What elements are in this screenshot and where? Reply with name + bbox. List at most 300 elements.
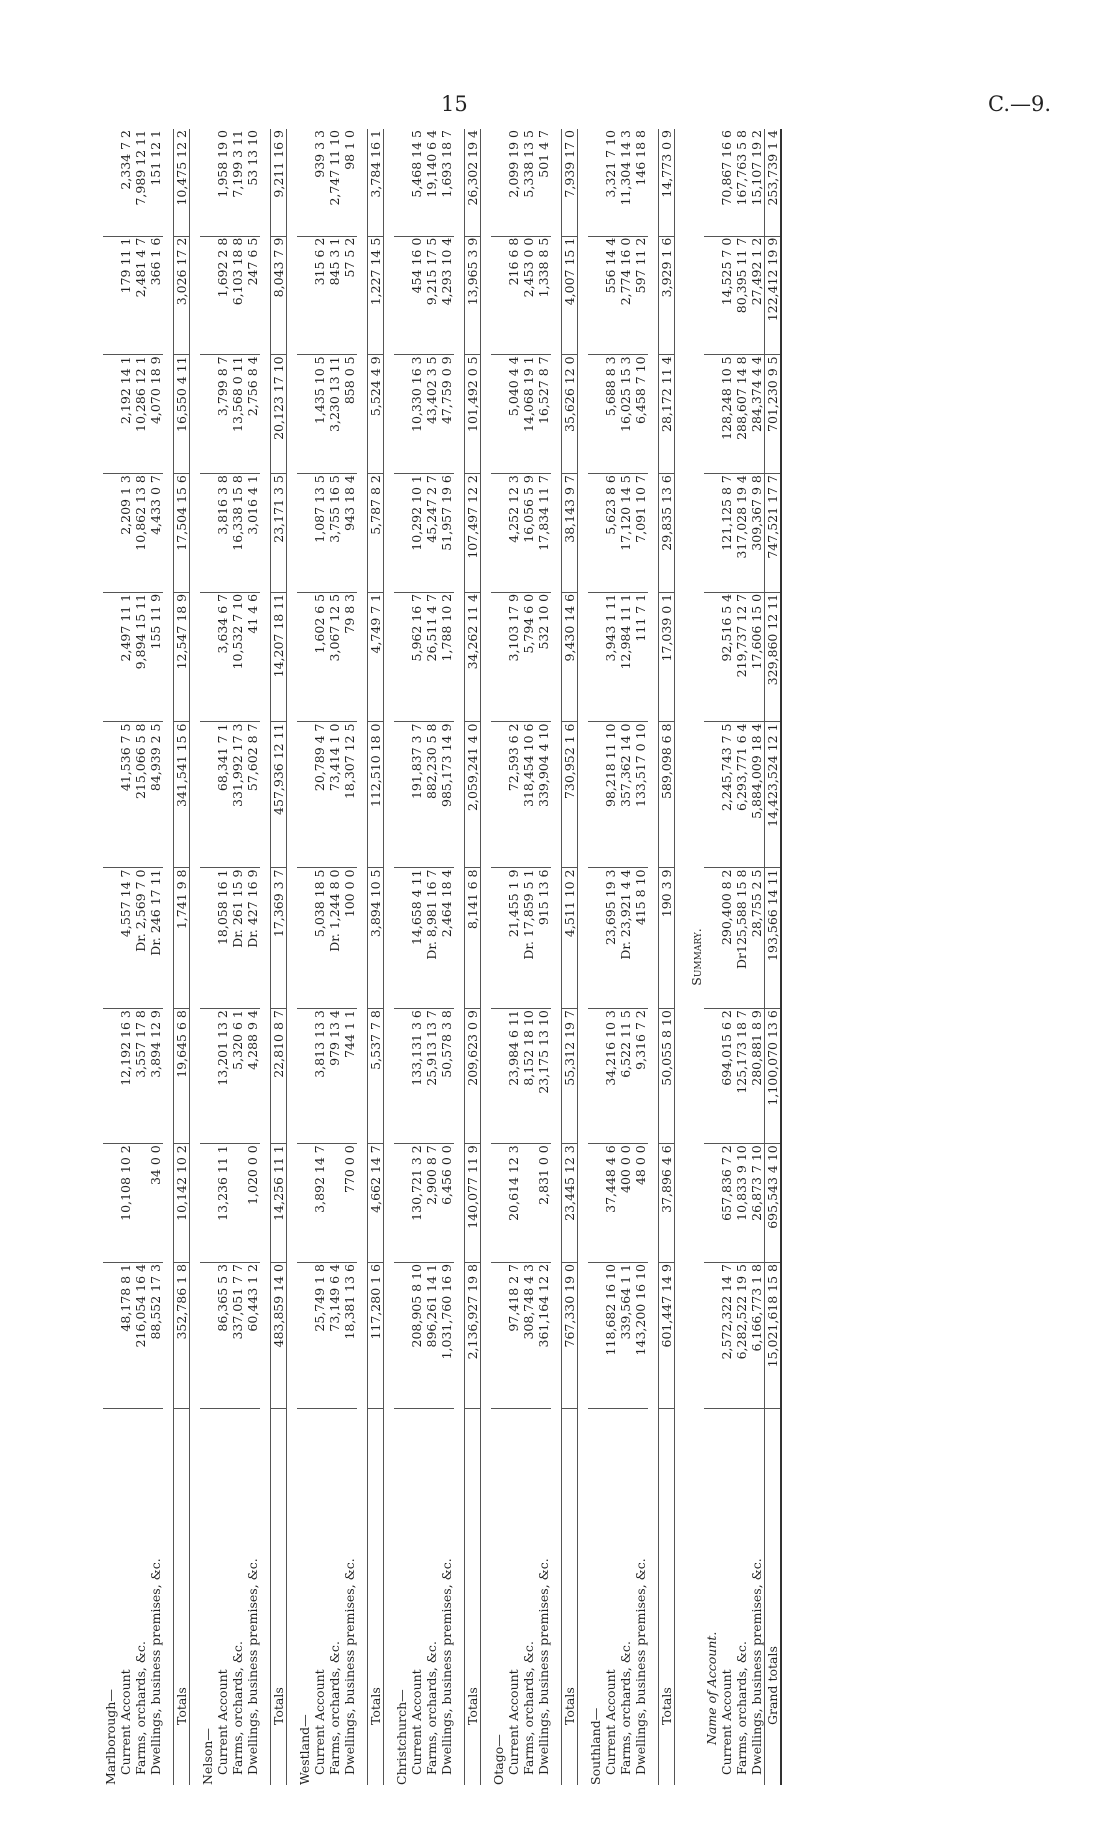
blank-cell <box>491 592 506 722</box>
value-cell: 1,100,070 13 6 <box>765 1009 782 1144</box>
value-cell: 1,693 18 7 <box>439 129 454 236</box>
value-cell: 25,749 1 8 <box>312 1262 327 1408</box>
blank-cell <box>297 1262 312 1408</box>
summary-heading <box>685 129 704 1785</box>
blank-cell <box>200 722 215 868</box>
value-cell: 80,395 11 7 <box>734 236 749 355</box>
value-cell: 68,341 7 1 <box>215 722 230 868</box>
value-cell: Dr. 427 16 9 <box>245 868 260 1009</box>
value-cell: 34,262 11 4 <box>465 592 481 722</box>
blank-cell <box>297 355 312 474</box>
value-cell: 9,211 16 9 <box>271 129 287 236</box>
row-label: Dwellings, business premises, &c. <box>633 1558 648 1775</box>
spacer-row <box>481 129 492 1785</box>
value-cell: 16,550 4 11 <box>174 355 190 474</box>
value-cell: 17,039 0 1 <box>659 592 675 722</box>
account-row <box>409 129 424 1785</box>
row-label: Totals <box>465 1409 481 1786</box>
summary-row <box>719 129 734 1785</box>
value-cell: 400 0 0 <box>618 1144 633 1263</box>
value-cell <box>704 722 719 868</box>
totals-row <box>465 129 481 1785</box>
value-cell: 20,123 17 10 <box>271 355 287 474</box>
value-cell: 2,136,927 19 8 <box>465 1262 481 1408</box>
row-label: Current Account <box>409 1669 424 1775</box>
row-label: Dwellings, business premises, &c. <box>439 1558 454 1775</box>
spacer-row <box>260 129 271 1785</box>
value-cell: 6,456 0 0 <box>439 1144 454 1263</box>
value-cell: Dr. 8,981 16 7 <box>424 868 439 1009</box>
value-cell: 4,007 15 1 <box>562 236 578 355</box>
value-cell: 14,525 7 0 <box>719 236 734 355</box>
value-cell: 34 0 0 <box>148 1144 163 1263</box>
value-cell: 151 12 1 <box>148 129 163 236</box>
value-cell: 7,091 10 7 <box>633 474 648 593</box>
account-row <box>424 129 439 1785</box>
blank-cell <box>200 355 215 474</box>
value-cell: 4,433 0 7 <box>148 474 163 593</box>
value-cell: 118,682 16 10 <box>603 1262 618 1408</box>
value-cell: 15,021,618 15 8 <box>765 1262 782 1408</box>
blank-cell <box>200 592 215 722</box>
value-cell: 28,755 2 5 <box>749 868 765 1009</box>
value-cell: 589,098 6 8 <box>659 722 675 868</box>
blank-cell <box>588 1144 603 1263</box>
value-cell: 16,338 15 8 <box>230 474 245 593</box>
value-cell: 4,511 10 2 <box>562 868 578 1009</box>
summary-title: Summary. <box>689 928 704 986</box>
district-heading <box>297 129 312 1785</box>
value-cell: 10,862 13 8 <box>133 474 148 593</box>
row-label: Totals <box>271 1409 287 1786</box>
value-cell: 3,067 12 5 <box>327 592 342 722</box>
value-cell: 10,330 16 3 <box>409 355 424 474</box>
value-cell: 5,338 13 5 <box>521 129 536 236</box>
blank-cell <box>103 355 118 474</box>
page-number: 15 <box>441 92 468 116</box>
value-cell: 14,256 11 1 <box>271 1144 287 1263</box>
value-cell: 5,468 14 5 <box>409 129 424 236</box>
value-cell: 4,252 12 3 <box>506 474 521 593</box>
value-cell: 9,894 15 11 <box>133 592 148 722</box>
blank-cell <box>394 1262 409 1408</box>
value-cell: 21,455 1 9 <box>506 868 521 1009</box>
value-cell: 12,984 11 1 <box>618 592 633 722</box>
row-label: Farms, orchards, &c. <box>618 1641 633 1775</box>
blank-cell <box>588 355 603 474</box>
value-cell: 143,200 16 10 <box>633 1262 648 1408</box>
value-cell: 2,334 7 2 <box>118 129 133 236</box>
value-cell: 3,634 6 7 <box>215 592 230 722</box>
value-cell: 41,536 7 5 <box>118 722 133 868</box>
spacer-row <box>454 129 465 1785</box>
value-cell: 10,475 12 2 <box>174 129 190 236</box>
value-cell: 556 14 4 <box>603 236 618 355</box>
value-cell: 117,280 1 6 <box>368 1262 384 1408</box>
row-label: Current Account <box>312 1669 327 1775</box>
value-cell: 4,288 9 4 <box>245 1009 260 1144</box>
value-cell: Dr125,588 15 8 <box>734 868 749 1009</box>
account-row <box>245 129 260 1785</box>
blank-cell <box>394 474 409 593</box>
blank-cell <box>103 592 118 722</box>
value-cell: 845 3 1 <box>327 236 342 355</box>
blank-cell <box>394 1144 409 1263</box>
value-cell: 14,423,524 12 1 <box>765 722 782 868</box>
value-cell: 3,799 8 7 <box>215 355 230 474</box>
value-cell <box>230 1144 245 1263</box>
blank-cell <box>103 868 118 1009</box>
blank-cell <box>200 868 215 1009</box>
value-cell: 16,056 5 9 <box>521 474 536 593</box>
value-cell: 315 6 2 <box>312 236 327 355</box>
value-cell: 341,541 15 6 <box>174 722 190 868</box>
totals-row <box>659 129 675 1785</box>
blank-cell <box>297 129 312 236</box>
row-label: Farms, orchards, &c. <box>424 1641 439 1775</box>
row-label: Dwellings, business premises, &c. <box>148 1558 163 1775</box>
value-cell: 2,747 11 10 <box>327 129 342 236</box>
value-cell: 694,015 6 2 <box>719 1009 734 1144</box>
value-cell: 2,756 8 4 <box>245 355 260 474</box>
value-cell: 28,172 11 4 <box>659 355 675 474</box>
value-cell: 1,692 2 8 <box>215 236 230 355</box>
value-cell: 3,016 4 1 <box>245 474 260 593</box>
value-cell: 309,367 9 8 <box>749 474 765 593</box>
blank-cell <box>491 355 506 474</box>
value-cell: 939 3 3 <box>312 129 327 236</box>
row-label: Dwellings, business premises, &c. <box>245 1558 260 1775</box>
value-cell: 290,400 8 2 <box>719 868 734 1009</box>
value-cell: 366 1 6 <box>148 236 163 355</box>
blank-cell <box>103 722 118 868</box>
value-cell: 1,958 19 0 <box>215 129 230 236</box>
value-cell: 53 13 10 <box>245 129 260 236</box>
value-cell: 155 11 9 <box>148 592 163 722</box>
value-cell: 13,201 13 2 <box>215 1009 230 1144</box>
value-cell: 979 13 4 <box>327 1009 342 1144</box>
account-row <box>230 129 245 1785</box>
value-cell: 3,894 10 5 <box>368 868 384 1009</box>
value-cell: 37,448 4 6 <box>603 1144 618 1263</box>
blank-cell <box>297 474 312 593</box>
value-cell: 5,962 16 7 <box>409 592 424 722</box>
value-cell: 747,521 17 7 <box>765 474 782 593</box>
row-label: Current Account <box>118 1669 133 1775</box>
value-cell: 86,365 5 3 <box>215 1262 230 1408</box>
value-cell: 11,304 14 3 <box>618 129 633 236</box>
value-cell: 2,453 0 0 <box>521 236 536 355</box>
value-cell: 247 6 5 <box>245 236 260 355</box>
blank-cell <box>200 129 215 236</box>
blank-cell <box>491 236 506 355</box>
value-cell: 9,316 7 2 <box>633 1009 648 1144</box>
value-cell: 657,836 7 2 <box>719 1144 734 1263</box>
district-heading <box>103 129 118 1785</box>
value-cell: 1,031,760 16 9 <box>439 1262 454 1408</box>
value-cell: 128,248 10 5 <box>719 355 734 474</box>
value-cell: 50,578 3 8 <box>439 1009 454 1144</box>
district-name: Otago— <box>491 1734 506 1785</box>
value-cell: 3,784 16 1 <box>368 129 384 236</box>
value-cell: 43,402 3 5 <box>424 355 439 474</box>
value-cell: 48,178 8 1 <box>118 1262 133 1408</box>
value-cell: 1,087 13 5 <box>312 474 327 593</box>
account-row <box>618 129 633 1785</box>
row-label: Dwellings, business premises, &c. <box>536 1558 551 1775</box>
value-cell: 2,900 8 7 <box>424 1144 439 1263</box>
value-cell: 20,614 12 3 <box>506 1144 521 1263</box>
blank-cell <box>491 868 506 1009</box>
value-cell: 23,445 12 3 <box>562 1144 578 1263</box>
blank-cell <box>394 1009 409 1144</box>
value-cell: 17,504 15 6 <box>174 474 190 593</box>
value-cell: 133,131 3 6 <box>409 1009 424 1144</box>
district-heading <box>394 129 409 1785</box>
value-cell: 17,834 11 7 <box>536 474 551 593</box>
value-cell: 5,038 18 5 <box>312 868 327 1009</box>
spacer-row <box>578 129 589 1785</box>
blank-cell <box>588 1262 603 1408</box>
value-cell: 3,755 16 5 <box>327 474 342 593</box>
value-cell: 3,813 13 3 <box>312 1009 327 1144</box>
value-cell: 27,492 1 2 <box>749 236 765 355</box>
row-label: Dwellings, business premises, &c. <box>749 1558 764 1775</box>
value-cell: 701,230 9 5 <box>765 355 782 474</box>
value-cell: 98,218 11 10 <box>603 722 618 868</box>
value-cell: 6,293,771 6 4 <box>734 722 749 868</box>
value-cell: 501 4 7 <box>536 129 551 236</box>
value-cell: 6,282,522 19 5 <box>734 1262 749 1408</box>
value-cell: 112,510 18 0 <box>368 722 384 868</box>
district-heading <box>588 129 603 1785</box>
blank-cell <box>588 868 603 1009</box>
row-label: Farms, orchards, &c. <box>734 1641 749 1775</box>
value-cell: 107,497 12 2 <box>465 474 481 593</box>
row-label: Dwellings, business premises, &c. <box>342 1558 357 1775</box>
value-cell: 111 7 1 <box>633 592 648 722</box>
value-cell: 20,789 4 7 <box>312 722 327 868</box>
value-cell: 73,149 6 4 <box>327 1262 342 1408</box>
value-cell: 208,905 8 10 <box>409 1262 424 1408</box>
value-cell: 6,522 11 5 <box>618 1009 633 1144</box>
row-label: Farms, orchards, &c. <box>133 1641 148 1775</box>
value-cell: 5,320 6 1 <box>230 1009 245 1144</box>
summary-row <box>734 129 749 1785</box>
account-row <box>215 129 230 1785</box>
blank-cell <box>200 1144 215 1263</box>
value-cell: 454 16 0 <box>409 236 424 355</box>
value-cell: Dr. 17,859 5 1 <box>521 868 536 1009</box>
value-cell: 352,786 1 8 <box>174 1262 190 1408</box>
rotated-financial-table <box>103 129 903 1785</box>
value-cell: 2,831 0 0 <box>536 1144 551 1263</box>
value-cell: 767,330 19 0 <box>562 1262 578 1408</box>
value-cell: 84,939 2 5 <box>148 722 163 868</box>
value-cell: 10,292 10 1 <box>409 474 424 593</box>
value-cell <box>327 1144 342 1263</box>
value-cell: 601,447 14 9 <box>659 1262 675 1408</box>
value-cell: 4,557 14 7 <box>118 868 133 1009</box>
value-cell: 5,794 6 0 <box>521 592 536 722</box>
value-cell: 55,312 19 7 <box>562 1009 578 1144</box>
account-row <box>521 129 536 1785</box>
value-cell: 5,537 7 8 <box>368 1009 384 1144</box>
value-cell: 97,418 2 7 <box>506 1262 521 1408</box>
value-cell: 209,623 0 9 <box>465 1009 481 1144</box>
account-row <box>536 129 551 1785</box>
blank-cell <box>297 592 312 722</box>
value-cell: 23,695 19 3 <box>603 868 618 1009</box>
value-cell: 357,362 14 0 <box>618 722 633 868</box>
value-cell <box>704 236 719 355</box>
account-row <box>506 129 521 1785</box>
totals-row <box>562 129 578 1785</box>
value-cell: 3,321 7 10 <box>603 129 618 236</box>
value-cell: 26,302 19 4 <box>465 129 481 236</box>
district-heading <box>200 129 215 1785</box>
district-name: Westland— <box>297 1714 312 1785</box>
value-cell: 7,199 3 11 <box>230 129 245 236</box>
summary-row <box>749 129 765 1785</box>
value-cell: 308,748 4 3 <box>521 1262 536 1408</box>
value-cell: 2,192 14 1 <box>118 355 133 474</box>
value-cell: 770 0 0 <box>342 1144 357 1263</box>
value-cell: 216 6 8 <box>506 236 521 355</box>
value-cell: 29,835 13 6 <box>659 474 675 593</box>
value-cell: 943 18 4 <box>342 474 357 593</box>
value-cell: 17,606 15 0 <box>749 592 765 722</box>
blank-cell <box>394 355 409 474</box>
value-cell: 23,175 13 10 <box>536 1009 551 1144</box>
blank-cell <box>200 1262 215 1408</box>
value-cell: 16,527 8 7 <box>536 355 551 474</box>
blank-cell <box>103 1262 118 1408</box>
value-cell: 3,816 3 8 <box>215 474 230 593</box>
value-cell: 14,068 19 1 <box>521 355 536 474</box>
value-cell: 98 1 0 <box>342 129 357 236</box>
value-cell: 280,881 8 9 <box>749 1009 765 1144</box>
value-cell: 915 13 6 <box>536 868 551 1009</box>
value-cell: 1,602 6 5 <box>312 592 327 722</box>
value-cell: 130,721 3 2 <box>409 1144 424 1263</box>
value-cell: 2,099 19 0 <box>506 129 521 236</box>
value-cell: 2,774 16 0 <box>618 236 633 355</box>
accounts-table <box>103 129 782 1785</box>
spacer-row <box>357 129 368 1785</box>
value-cell: 26,511 4 7 <box>424 592 439 722</box>
value-cell: 532 10 0 <box>536 592 551 722</box>
value-cell: 18,381 13 6 <box>342 1262 357 1408</box>
account-row <box>148 129 163 1785</box>
value-cell: 2,481 4 7 <box>133 236 148 355</box>
value-cell: 9,215 17 5 <box>424 236 439 355</box>
row-label: Totals <box>562 1409 578 1786</box>
value-cell: 6,166,773 1 8 <box>749 1262 765 1408</box>
blank-cell <box>103 1009 118 1144</box>
district-name: Nelson— <box>200 1728 215 1785</box>
value-cell: Dr. 23,921 4 4 <box>618 868 633 1009</box>
value-cell: 695,543 4 10 <box>765 1144 782 1263</box>
value-cell: 1,741 9 8 <box>174 868 190 1009</box>
blank-cell <box>491 1009 506 1144</box>
value-cell: 337,051 7 7 <box>230 1262 245 1408</box>
value-cell: 13,965 3 9 <box>465 236 481 355</box>
value-cell: 10,532 7 10 <box>230 592 245 722</box>
blank-cell <box>103 129 118 236</box>
value-cell: 5,787 8 2 <box>368 474 384 593</box>
totals-row <box>368 129 384 1785</box>
value-cell: 4,293 10 4 <box>439 236 454 355</box>
value-cell: 5,040 4 4 <box>506 355 521 474</box>
value-cell: 329,860 12 11 <box>765 592 782 722</box>
value-cell: 318,454 10 6 <box>521 722 536 868</box>
value-cell: 1,435 10 5 <box>312 355 327 474</box>
value-cell: 19,140 6 4 <box>424 129 439 236</box>
value-cell: 22,810 8 7 <box>271 1009 287 1144</box>
value-cell: 48 0 0 <box>633 1144 648 1263</box>
blank-cell <box>394 592 409 722</box>
blank-cell <box>297 236 312 355</box>
value-cell: 34,216 10 3 <box>603 1009 618 1144</box>
account-row <box>327 129 342 1785</box>
account-row <box>633 129 648 1785</box>
value-cell <box>704 355 719 474</box>
value-cell: 2,572,322 14 7 <box>719 1262 734 1408</box>
blank-cell <box>588 236 603 355</box>
value-cell <box>521 1144 536 1263</box>
value-cell: 2,245,743 7 5 <box>719 722 734 868</box>
value-cell: 12,547 18 9 <box>174 592 190 722</box>
value-cell: 146 18 8 <box>633 129 648 236</box>
value-cell: 288,607 14 8 <box>734 355 749 474</box>
value-cell: 10,142 10 2 <box>174 1144 190 1263</box>
value-cell: 219,737 12 7 <box>734 592 749 722</box>
district-name: Marlborough— <box>103 1689 118 1785</box>
value-cell: 72,593 6 2 <box>506 722 521 868</box>
value-cell <box>704 1009 719 1144</box>
value-cell: 7,939 17 0 <box>562 129 578 236</box>
spacer-row <box>163 129 174 1785</box>
value-cell: 3,892 14 7 <box>312 1144 327 1263</box>
value-cell: 216,054 16 4 <box>133 1262 148 1408</box>
value-cell: 597 11 2 <box>633 236 648 355</box>
row-label: Current Account <box>506 1669 521 1775</box>
value-cell: 985,173 14 9 <box>439 722 454 868</box>
value-cell: 361,164 12 2 <box>536 1262 551 1408</box>
value-cell: 5,884,009 18 4 <box>749 722 765 868</box>
value-cell <box>704 129 719 236</box>
account-row <box>312 129 327 1785</box>
row-label: Current Account <box>719 1669 734 1775</box>
value-cell: 2,497 11 1 <box>118 592 133 722</box>
value-cell: 3,103 17 9 <box>506 592 521 722</box>
row-label: Totals <box>659 1409 675 1786</box>
value-cell: 38,143 9 7 <box>562 474 578 593</box>
blank-cell <box>200 1009 215 1144</box>
value-cell: 1,338 8 5 <box>536 236 551 355</box>
value-cell: 6,103 18 8 <box>230 236 245 355</box>
value-cell: 179 11 1 <box>118 236 133 355</box>
value-cell: 483,859 14 0 <box>271 1262 287 1408</box>
value-cell: 12,192 16 3 <box>118 1009 133 1144</box>
value-cell: 101,492 0 5 <box>465 355 481 474</box>
value-cell: 3,230 13 11 <box>327 355 342 474</box>
value-cell: 3,557 17 8 <box>133 1009 148 1144</box>
value-cell: 23,984 6 11 <box>506 1009 521 1144</box>
blank-cell <box>491 1144 506 1263</box>
value-cell: 16,025 15 3 <box>618 355 633 474</box>
